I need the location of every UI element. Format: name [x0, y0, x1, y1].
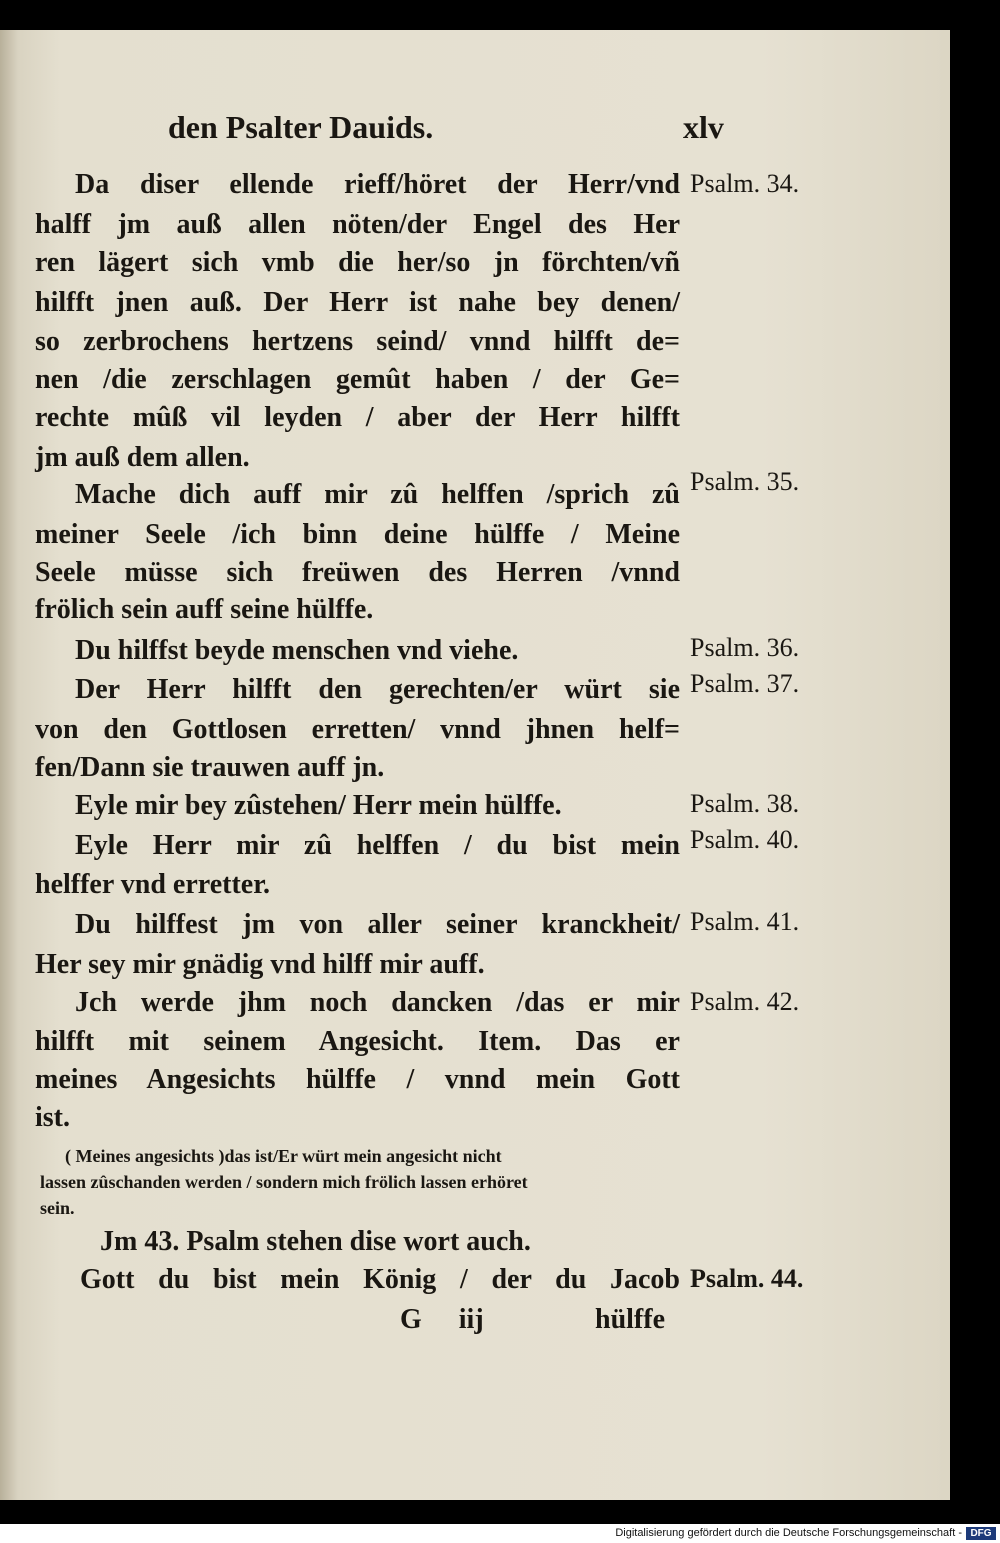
text-line: frölich sein auff seine hülffe.: [35, 594, 374, 625]
text-line: Her sey mir gnädig vnd hilff mir auff.: [35, 949, 485, 980]
text-line: nen /die zerschlagen gemût haben / der Ge=: [35, 364, 680, 395]
text-line: ren lägert sich vmb die her/so jn förchten/vñ: [35, 247, 680, 278]
margin-note: Psalm. 44.: [690, 1264, 804, 1293]
folio-number: xlv: [683, 109, 724, 145]
text-line: Gott du bist mein König / der du Jacob: [80, 1264, 680, 1295]
text-line: Jm 43. Psalm stehen dise wort auch.: [100, 1226, 531, 1257]
running-title: den Psalter Dauids.: [168, 109, 434, 145]
text-line: Eyle mir bey zûstehen/ Herr mein hülffe.: [75, 790, 562, 821]
text-line: halff jm auß allen nöten/der Engel des Her: [35, 209, 680, 240]
text-line: Da diser ellende rieff/höret der Herr/vnd: [75, 169, 680, 200]
text-line: Du hilffst beyde menschen vnd viehe.: [75, 635, 519, 666]
credit-text: Digitalisierung gefördert durch die Deutsche Forschungsgemeinschaft -: [615, 1527, 962, 1539]
signature-mark: G iij: [400, 1304, 484, 1335]
text-line: meiner Seele /ich binn deine hülffe / Meine: [35, 519, 680, 550]
margin-note: Psalm. 35.: [690, 467, 800, 496]
gloss-line: sein.: [40, 1198, 75, 1218]
text-line: ist.: [35, 1102, 70, 1133]
text-line: Jch werde jhm noch dancken /das er mir: [75, 987, 680, 1018]
margin-note: Psalm. 37.: [690, 669, 800, 698]
gloss-line: lassen zûschanden werden / sondern mich frölich lassen erhöret: [40, 1172, 528, 1192]
text-line: Eyle Herr mir zû helffen / du bist mein: [75, 830, 680, 861]
text-line: Du hilffest jm von aller seiner kranckheit/: [75, 909, 680, 940]
margin-note: Psalm. 38.: [690, 789, 800, 818]
text-line: Der Herr hilfft den gerechten/er würt sie: [75, 674, 680, 705]
gloss-line: ( Meines angesichts )das ist/Er würt mein angesicht nicht: [65, 1146, 502, 1166]
text-line: so zerbrochens hertzens seind/ vnnd hilfft de=: [35, 326, 680, 357]
text-line: helffer vnd erretter.: [35, 869, 271, 900]
text-line: von den Gottlosen erretten/ vnnd jhnen helf=: [35, 714, 680, 745]
text-line: Mache dich auff mir zû helffen /sprich zû: [75, 479, 680, 510]
catchword: hülffe: [595, 1304, 665, 1335]
text-line: rechte mûß vil leyden / aber der Herr hilfft: [35, 402, 680, 433]
text-line: fen/Dann sie trauwen auff jn.: [35, 752, 385, 783]
margin-note: Psalm. 34.: [690, 169, 800, 198]
credit-bar: [0, 1524, 1000, 1543]
margin-note: Psalm. 42.: [690, 987, 800, 1016]
text-line: hilfft mit seinem Angesicht. Item. Das er: [35, 1026, 680, 1057]
margin-note: Psalm. 41.: [690, 907, 800, 936]
dfg-logo: DFG: [966, 1527, 996, 1540]
text-line: jm auß dem allen.: [35, 442, 250, 473]
text-line: hilfft jnen auß. Der Herr ist nahe bey denen/: [35, 287, 680, 318]
margin-note: Psalm. 36.: [690, 633, 800, 662]
text-line: Seele müsse sich freüwen des Herren /vnnd: [35, 557, 680, 588]
text-line: meines Angesichts hülffe / vnnd mein Gott: [35, 1064, 680, 1095]
margin-note: Psalm. 40.: [690, 825, 800, 854]
